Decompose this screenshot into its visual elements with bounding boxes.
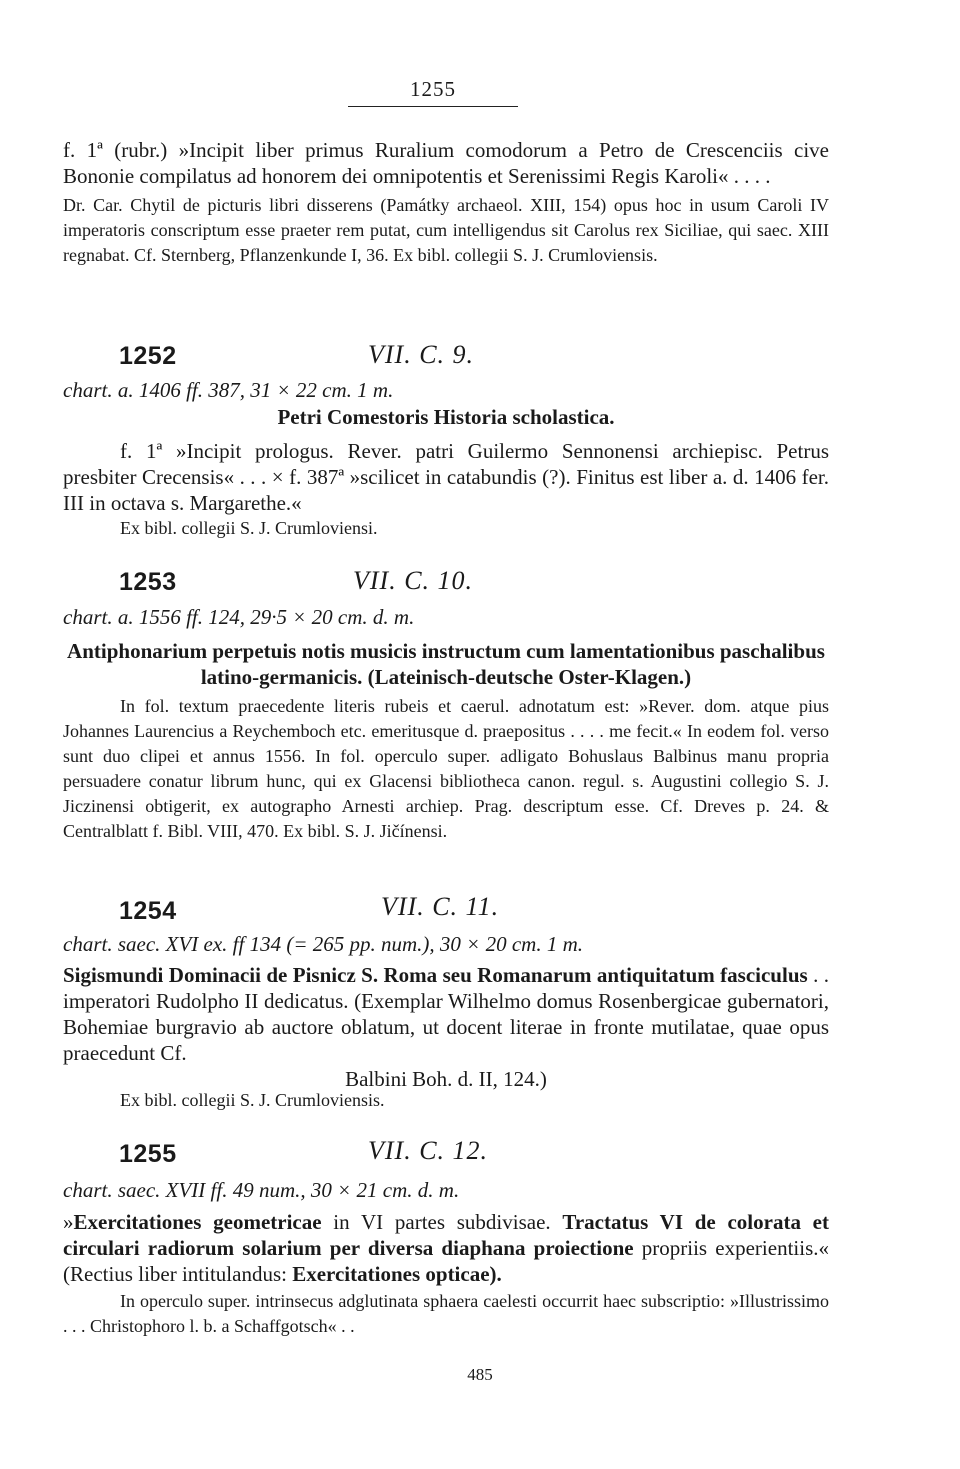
entry-1255-title-bold-2: Tractatus VI de colorata et circulari radiorum solarium per diversa diaphana proiectione — [63, 1210, 830, 1260]
entry-1255-title-para — [63, 1209, 829, 1287]
entry-1255-signature: VII. C. 12. — [368, 1136, 489, 1165]
entry-1252-body: f. 1ª »Incipit prologus. Rever. patri Guilermo Sennonensi archiepisc. Petrus presbiter Crecensis« . . . × f. 387ª »scilicet in catabundis (?). Finitus est liber a. d. 1406 fer. III in octava s. Margarethe.« — [63, 439, 829, 515]
footer-page-number: 485 — [467, 1365, 493, 1384]
entry-1254-chart: chart. saec. XVI ex. ff 134 (= 265 pp. num.), 30 × 20 cm. 1 m. — [63, 932, 583, 956]
entry-1254-number: 1254 — [119, 897, 177, 925]
entry-1255-chart: chart. saec. XVII ff. 49 num., 30 × 21 cm. d. m. — [63, 1178, 460, 1202]
entry-1254-signature: VII. C. 11. — [381, 892, 500, 921]
entry-1252-title: Petri Comestoris Historia scholastica. — [277, 405, 615, 429]
entry-1252-signature: VII. C. 9. — [368, 340, 475, 369]
header-page-number: 1255 — [410, 77, 456, 101]
entry-1255-body: In operculo super. intrinsecus adglutinata sphaera caelesti occurrit haec subscriptio: »Illustrissimo . . . Christophoro l. b. a Schaffgotsch« . . — [63, 1291, 829, 1336]
entry-1255-number: 1255 — [119, 1140, 177, 1168]
entry-1254-text — [63, 962, 829, 1066]
entry-1253-title: Antiphonarium perpetuis notis musicis instructum cum lamentationibus paschalibus latino-germanicis. (Lateinisch-deutsche Oster-Klagen.) — [67, 639, 825, 689]
header-rule — [348, 106, 518, 107]
entry-1252-chart: chart. a. 1406 ff. 387, 31 × 22 cm. 1 m. — [63, 378, 394, 402]
entry-1254-body-center: Balbini Boh. d. II, 124.) — [345, 1067, 547, 1091]
entry-1251-incipit: f. 1ª (rubr.) »Incipit liber primus Ruralium comodorum a Petro de Crescenciis cive Bononie compilatus ad honorem dei omnipotentis et Serenissimi Regis Karoli« . . . . — [63, 138, 829, 188]
entry-1252-source: Ex bibl. collegii S. J. Crumloviensi. — [120, 518, 378, 538]
entry-1255-title-prefix: » — [63, 1210, 74, 1234]
entry-1255-title-bold-3: Exercitationes opticae). — [292, 1262, 502, 1286]
entry-1253-signature: VII. C. 10. — [353, 566, 474, 595]
entry-1253-chart: chart. a. 1556 ff. 124, 29·5 × 20 cm. d. m. — [63, 605, 415, 629]
entry-1255-title-tail: propriis experientiis.« (Rectius liber intitulandus: — [63, 1236, 830, 1286]
entry-1254-title: Sigismundi Dominacii de Pisnicz S. Roma seu Romanarum antiquitatum fasciculus — [63, 963, 808, 987]
entry-1251-tail — [63, 137, 829, 268]
entry-1255-title-mid: in VI partes subdivisae. — [321, 1210, 563, 1234]
entry-1254-body: . . imperatori Rudolpho II dedicatus. (Exemplar Wilhelmo domus Rosenbergicae gubernatori, Bohemiae burgravio ab auctore oblatum, ut docent literae in fronte mutilatae, quae opus praecedunt Cf. — [63, 963, 830, 1065]
entry-1254-source: Ex bibl. collegii S. J. Crumloviensis. — [120, 1090, 385, 1110]
entry-1251-note: Dr. Car. Chytil de picturis libri disserens (Památky archaeol. XIII, 154) opus hoc in usum Caroli IV imperatoris conscriptum esse praeter rem putat, cum intelligendus sit Carolus rex Siciliae, qui saec. XIII regnabat. Cf. Sternberg, Pflanzenkunde I, 36. Ex bibl. collegii S. J. Crumloviensis. — [63, 195, 829, 265]
entry-1252-number: 1252 — [119, 342, 177, 370]
entry-1253-body: In fol. textum praecedente literis rubeis et caerul. adnotatum est: »Rever. dom. atque pius Johannes Laurencius a Reychemboch etc. emeritusque d. praepositus . . . . me fecit.« In eodem fol. verso sunt duo clipei et annus 1556. In fol. operculo super. adligato Bohuslaus Balbinus manu propria persuadere conatur librum hunc, qui ex Glacensi bibliotheca canon. regul. s. Augustini collegio S. J. Jiczinensi obtigerit, ex autographo Arnesti archiep. Prag. descriptum esse. Cf. Dreves p. 24. & Centralblatt f. Bibl. VIII, 470. Ex bibl. S. J. Jičínensi. — [63, 696, 829, 841]
entry-1253-number: 1253 — [119, 568, 177, 596]
entry-1255-title-bold-1: Exercitationes geometricae — [73, 1210, 322, 1234]
